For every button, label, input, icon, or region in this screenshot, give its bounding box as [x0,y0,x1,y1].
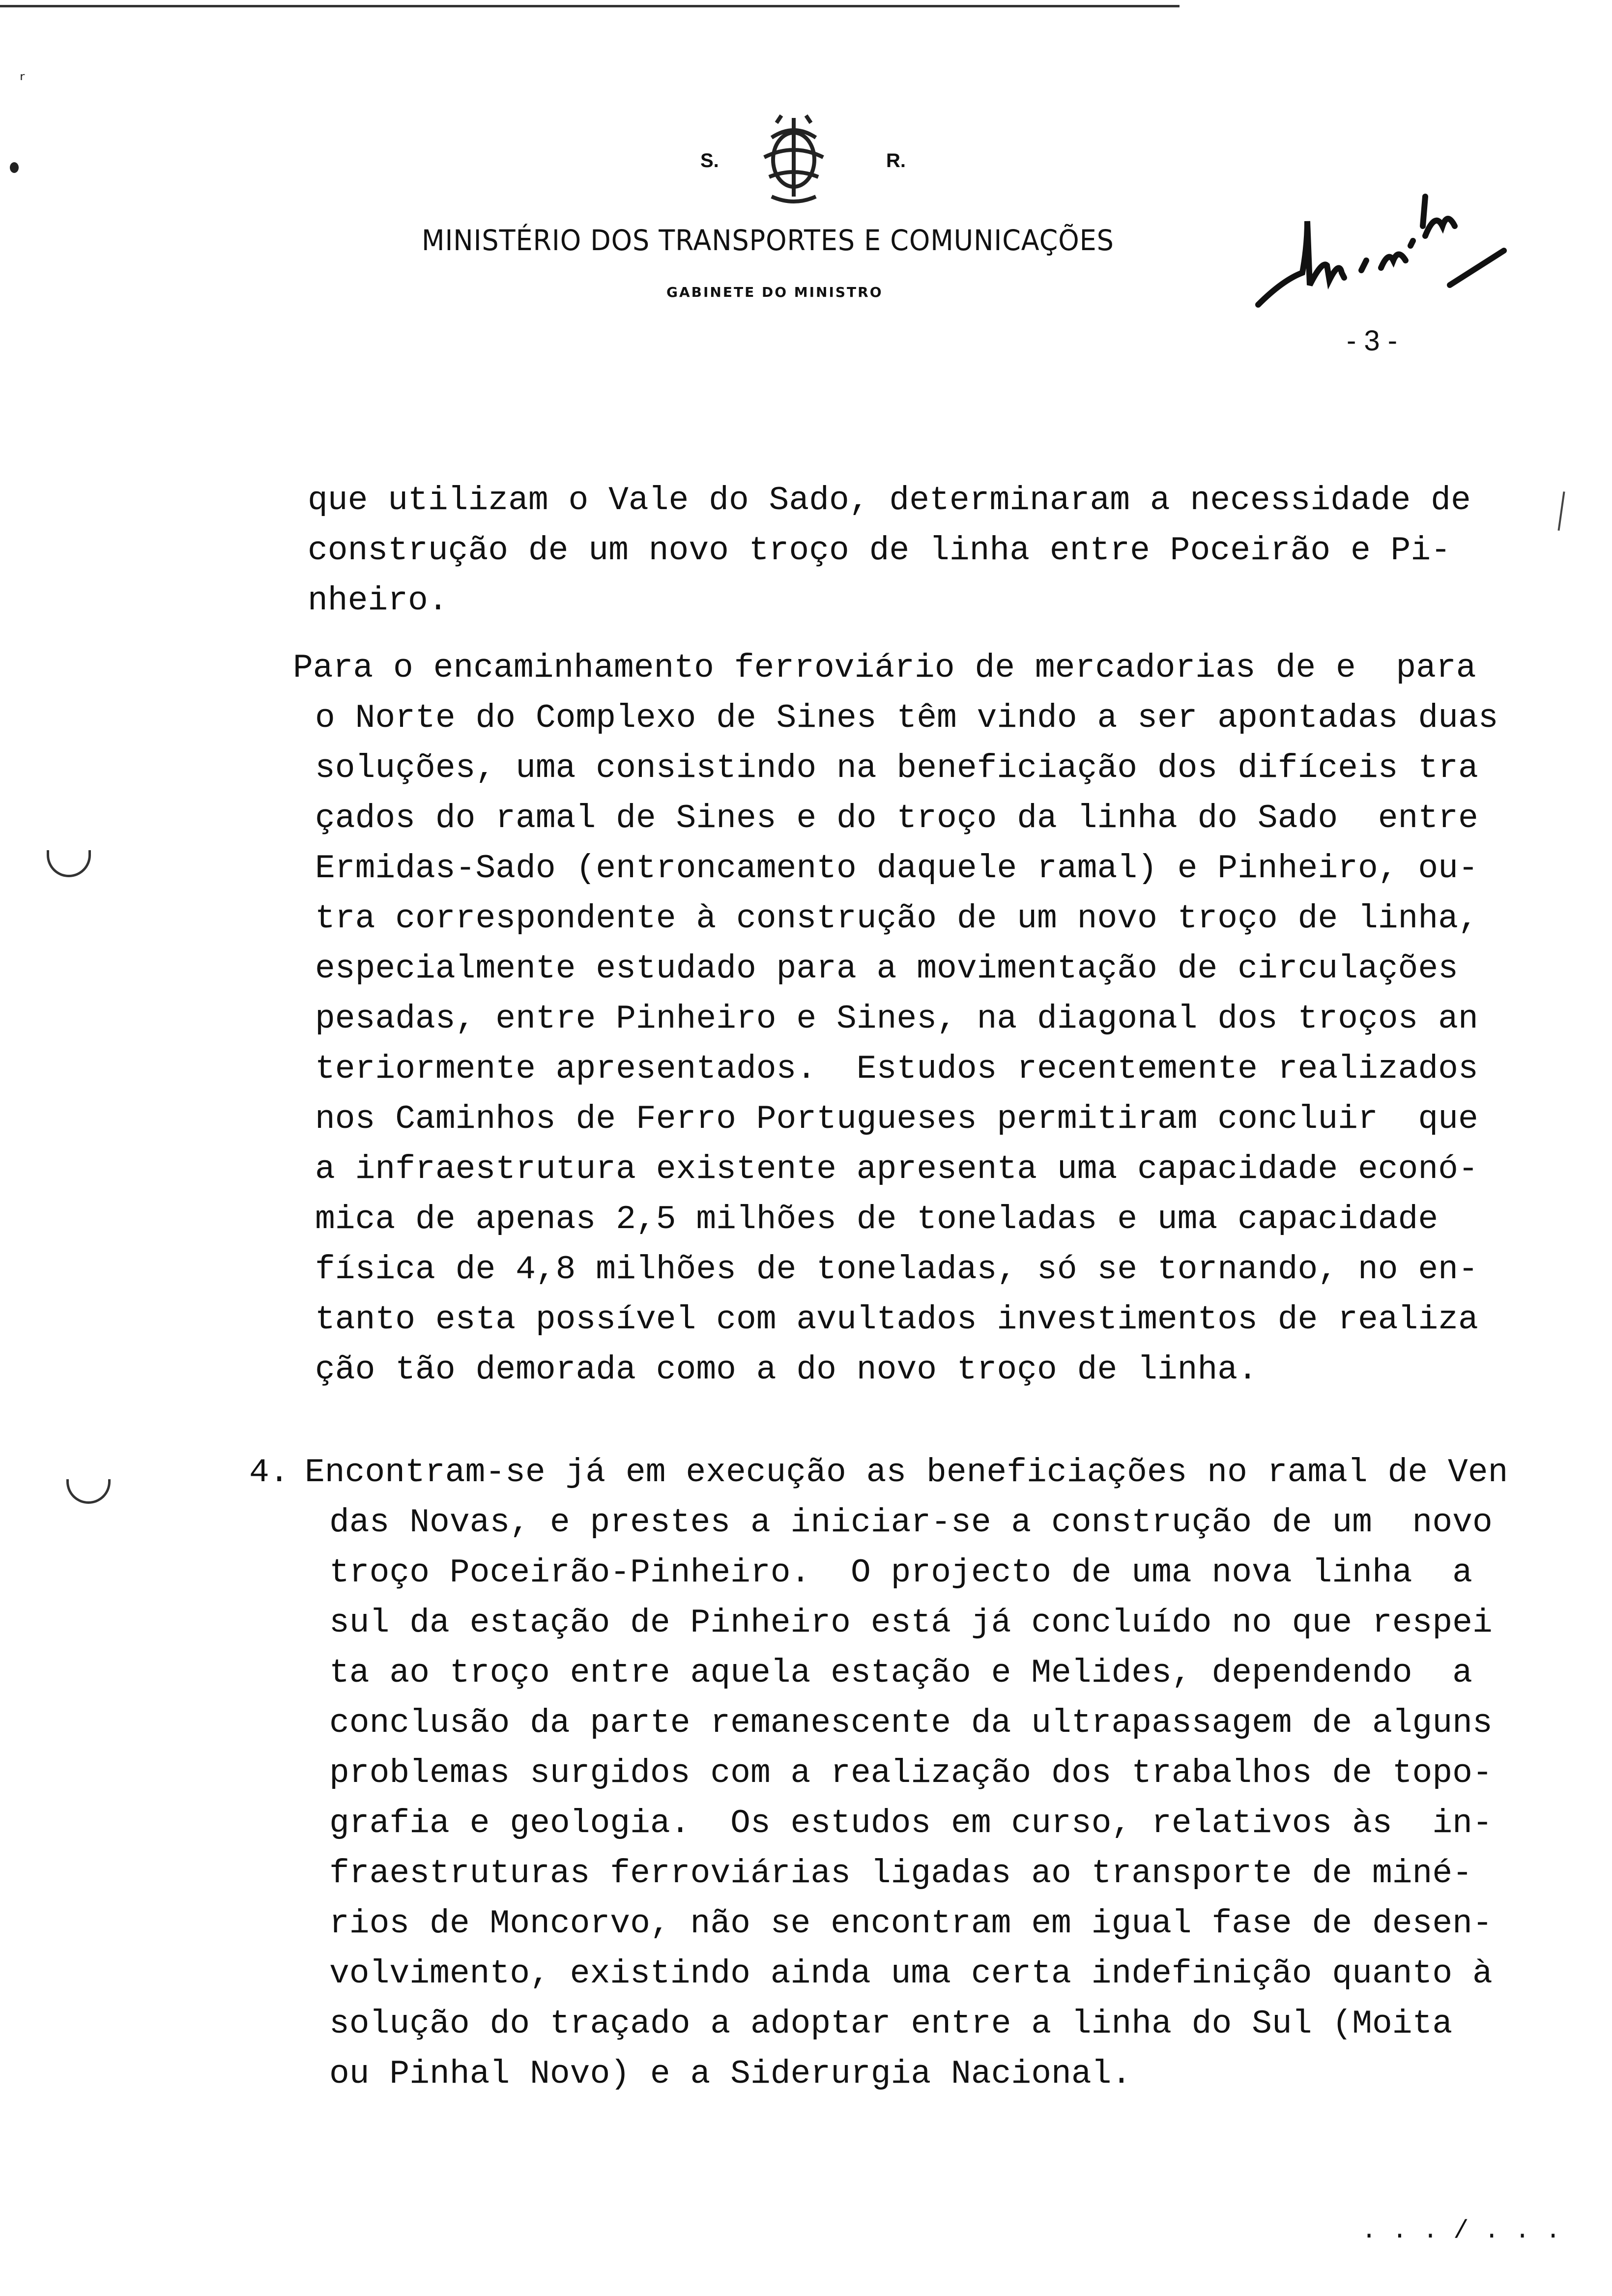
text-line: física de 4,8 milhões de toneladas, só se tornando, no en- [315,1251,1478,1289]
text-line: grafia e geologia. Os estudos em curso, relativos às in- [329,1805,1493,1842]
text-line: ou Pinhal Novo) e a Siderurgia Nacional. [329,2055,1132,2093]
text-line: soluções, uma consistindo na beneficiação dos difíceis tra [315,749,1478,787]
text-line: solução do traçado a adoptar entre a linha do Sul (Moita [329,2005,1453,2043]
text-line: conclusão da parte remanescente da ultrapassagem de alguns [329,1704,1493,1742]
punch-mark [10,162,19,173]
text-line: fraestruturas ferroviárias ligadas ao transporte de miné- [329,1855,1472,1893]
text-line: Ermidas-Sado (entroncamento daquele ramal) e Pinheiro, ou- [315,850,1478,888]
ministry-title: MINISTÉRIO DOS TRANSPORTES E COMUNICAÇÕES [422,224,1114,257]
text-line: mica de apenas 2,5 milhões de toneladas e uma capacidade [315,1201,1439,1238]
handwritten-signature [1248,187,1524,315]
text-line: volvimento, existindo ainda uma certa indefinição quanto à [329,1955,1493,1993]
text-line: ção tão demorada como a do novo troço de linha. [315,1351,1258,1389]
text-line: pesadas, entre Pinheiro e Sines, na diagonal dos troços an [315,1000,1478,1038]
text-line: troço Poceirão-Pinheiro. O projecto de uma nova linha a [329,1554,1472,1592]
paragraph-freight-routing [0,643,1612,1395]
text-line: Para o encaminhamento ferroviário de mercadorias de e para [293,649,1476,687]
text-line: sul da estação de Pinheiro está já concluído no que respei [329,1604,1493,1642]
page-number: - 3 - [1347,325,1398,357]
text-line: nos Caminhos de Ferro Portugueses permitiram concluir que [315,1100,1478,1138]
paragraph-continuation [0,476,1612,626]
text-line: nheiro. [308,582,448,620]
text-line: ta ao troço entre aquela estação e Melides, dependendo a [329,1654,1472,1692]
scan-mark: ʳ [20,69,25,91]
text-line: rios de Moncorvo, não se encontram em igual fase de desen- [329,1905,1493,1943]
text-line: tra correspondente à construção de um novo troço de linha, [315,900,1478,938]
office-subtitle: GABINETE DO MINISTRO [666,284,883,300]
scan-top-edge-line [0,5,1180,7]
text-line: das Novas, e prestes a iniciar-se a construção de um novo [329,1504,1493,1542]
continuation-marker: . . . / . . . [1361,2216,1561,2245]
seal-letter-r: R. [886,150,906,172]
text-line: construção de um novo troço de linha entre Poceirão e Pi- [308,532,1451,570]
text-line: que utilizam o Vale do Sado, determinaram a necessidade de [308,482,1471,519]
item-number: 4. [249,1454,289,1492]
paragraph-item-4 [0,1448,1612,2099]
text-line: especialmente estudado para a movimentação de circulações [315,950,1458,988]
text-line: o Norte do Complexo de Sines têm vindo a ser apontadas duas [315,699,1498,737]
coat-of-arms-seal [742,108,845,211]
text-line: problemas surgidos com a realização dos trabalhos de topo- [329,1754,1493,1792]
text-line [0,1448,1612,1498]
text-line: tanto esta possível com avultados investimentos de realiza [315,1301,1478,1339]
document-body [0,476,1612,2099]
seal-letter-s: S. [700,150,719,172]
text-line: a infraestrutura existente apresenta uma capacidade econó- [315,1150,1478,1188]
text-line-content: Encontram-se já em execução as beneficiações no ramal de Ven [305,1454,1508,1492]
text-line: teriormente apresentados. Estudos recentemente realizados [315,1050,1478,1088]
text-line: çados do ramal de Sines e do troço da linha do Sado entre [315,800,1478,837]
